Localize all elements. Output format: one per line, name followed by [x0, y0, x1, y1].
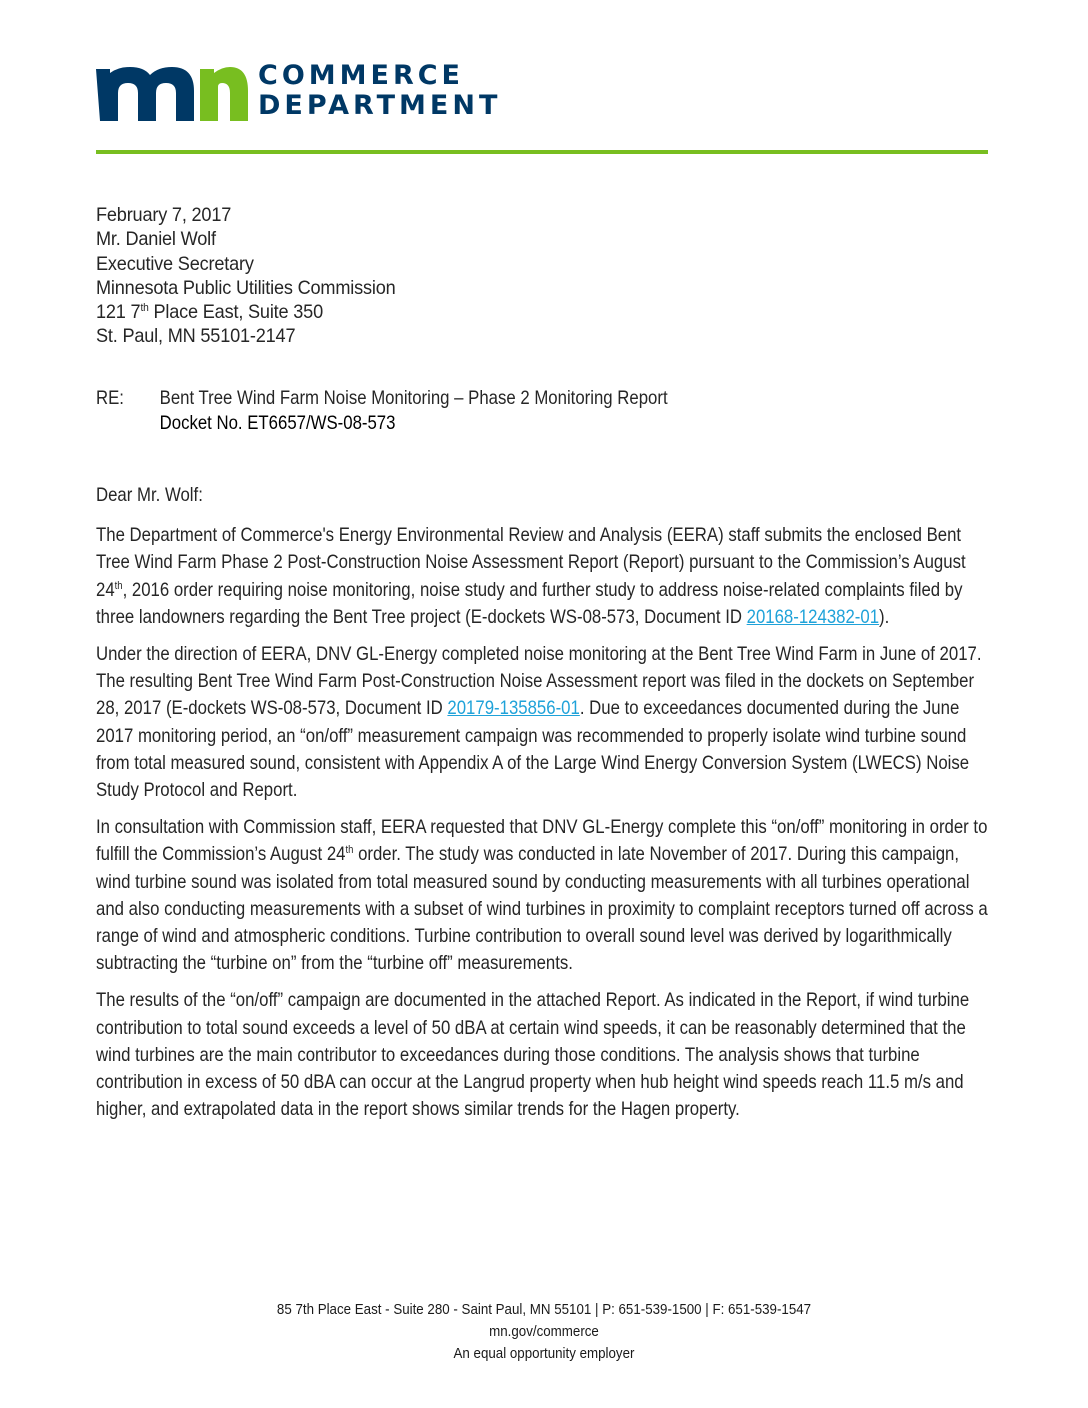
p1-sup: th [114, 579, 123, 592]
commerce-logo [96, 60, 501, 122]
recipient-address [96, 300, 396, 324]
letter-date: February 7, 2017 [96, 204, 232, 226]
recipient-org: Minnesota Public Utilities Commission [96, 276, 396, 299]
address-sup: th [140, 302, 149, 315]
salutation: Dear Mr. Wolf: [96, 484, 203, 506]
address-street: Place East, Suite 350 [148, 301, 323, 324]
re-block [96, 386, 668, 435]
logo-line-commerce: COMMERCE [258, 60, 464, 91]
recipient-block [96, 203, 396, 349]
footer-address: 85 7th Place East - Suite 280 - Saint Paul, MN 55101 | P: 651-539-1500 | F: 651-539-1547 [276, 1302, 812, 1318]
re-docket: Docket No. ET6657/WS-08-573 [159, 411, 396, 434]
p3-text-b: order. The study was conducted in late November of 2017. During this campaign, wind turbine sound was isolated from total measured sound by conducting measurements with all turbines operational and also conducting measurements with a subset of wind turbines in proximity to complaint receptors turned off across a range of wind and atmospheric conditions. Turbine contribution to overall sound level was derived by logarithmically subtracting the “turbine on” from the “turbine off” measurements. [96, 843, 988, 975]
p3-sup: th [345, 844, 354, 857]
paragraph-2 [96, 641, 990, 804]
footer-tagline: An equal opportunity employer [453, 1346, 635, 1362]
recipient-city: St. Paul, MN 55101-2147 [96, 325, 296, 348]
p1-text-c: ). [879, 605, 890, 628]
document-link-20179[interactable]: 20179-135856-01 [447, 697, 580, 720]
address-number: 121 7 [96, 301, 141, 324]
p1-text-a: The Department of Commerce's Energy Environmental Review and Analysis (EERA) staff submits the enclosed Bent Tree Wind Farm Phase 2 Post-Construction Noise Assessment Report (Report) pursuant to the Commission’s August 24 [96, 524, 966, 601]
recipient-name: Mr. Daniel Wolf [96, 228, 216, 251]
recipient-title: Executive Secretary [96, 252, 254, 275]
paragraph-4: The results of the “on/off” campaign are documented in the attached Report. As indicated in the Report, if wind turbine contribution to total sound exceeds a level of 50 dBA at certain wind speeds, it can be reasonably determined that the wind turbines are the main contributor to exceedances during those conditions. The analysis shows that turbine contribution in excess of 50 dBA can occur at the Langrud property when hub height wind speeds reach 11.5 m/s and higher, and extrapolated data in the report shows similar trends for the Hagen property. [96, 989, 970, 1121]
paragraph-1 [96, 522, 990, 631]
p2-text-b: . Due to exceedances documented during the June 2017 monitoring period, an “on/off” measurement campaign was recommended to properly isolate wind turbine sound from total measured sound, consistent with Appendix A of the Large Wind Energy Conversion System (LWECS) Noise Study Protocol and Report. [96, 697, 970, 802]
p2-text-a: Under the direction of EERA, DNV GL-Energy completed noise monitoring at the Bent Tree Wind Farm in June of 2017. The resulting Bent Tree Wind Farm Post-Construction Noise Assessment report was filed in the dockets on September 28, 2017 (E-dockets WS-08-573, Document ID [96, 643, 982, 720]
letter-body [96, 482, 990, 1133]
header-rule [96, 150, 988, 154]
paragraph-3 [96, 814, 990, 977]
mn-logo-icon [96, 61, 248, 121]
re-label: RE: [96, 387, 124, 409]
re-subject: Bent Tree Wind Farm Noise Monitoring – Phase 2 Monitoring Report [159, 387, 668, 409]
p1-text-b: , 2016 order requiring noise monitoring, noise study and further study to address noise-related complaints filed by three landowners regarding the Bent Tree project (E-dockets WS-08-573, Document ID [96, 578, 963, 628]
footer [0, 1299, 1088, 1365]
logo-line-department: DEPARTMENT [258, 90, 502, 121]
p3-text-a: In consultation with Commission staff, EERA requested that DNV GL-Energy complete this “on/off” monitoring in order to fulfill the Commission’s August 24 [96, 816, 988, 866]
footer-website: mn.gov/commerce [489, 1324, 599, 1340]
document-link-20168[interactable]: 20168-124382-01 [746, 605, 880, 628]
